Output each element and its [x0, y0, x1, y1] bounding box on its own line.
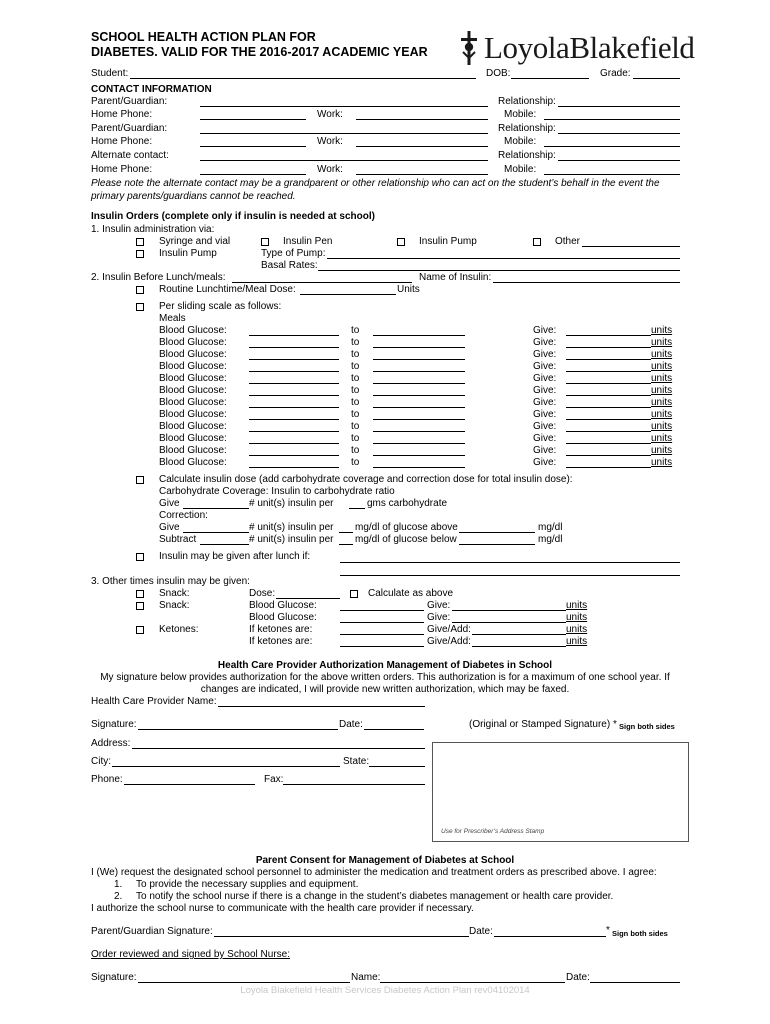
if-ketones2-label: If ketones are: [249, 636, 313, 647]
home-phone1-field[interactable] [200, 119, 306, 120]
after-lunch-field-1[interactable] [340, 562, 680, 563]
sliding-bg-label: Blood Glucose: [159, 445, 227, 456]
address-label: Address: [91, 738, 131, 749]
sliding-units-label: units [651, 349, 673, 360]
sliding-give-label: Give: [533, 349, 557, 360]
sliding-bg-from-field[interactable] [249, 395, 339, 396]
sliding-bg-from-field[interactable] [249, 455, 339, 456]
sliding-bg-label: Blood Glucose: [159, 433, 227, 444]
contact-note-line2: primary parents/guardians cannot be reached. [91, 191, 296, 202]
home-phone2-field[interactable] [200, 146, 306, 147]
ketones-checkbox[interactable] [136, 626, 144, 634]
parent-star: * [606, 925, 610, 936]
home-phone1-label: Home Phone: [91, 109, 153, 120]
ketone-units2: units [566, 636, 588, 647]
routine-checkbox[interactable] [136, 286, 144, 294]
parent1-label: Parent/Guardian: [91, 96, 168, 107]
snack-give2-field[interactable] [452, 622, 566, 623]
sliding-give-label: Give: [533, 325, 557, 336]
nurse-date-field[interactable] [590, 982, 680, 983]
nurse-name-field[interactable] [380, 982, 565, 983]
sliding-give-field[interactable] [566, 383, 651, 384]
sliding-units-label: units [651, 337, 673, 348]
order-reviewed-label: Order reviewed and signed by School Nurse: [91, 949, 290, 960]
pump-label: Insulin Pump [419, 236, 477, 247]
insulin-heading: Insulin Orders (complete only if insulin is needed at school) [91, 211, 375, 222]
parent-date-label: Date: [469, 926, 493, 937]
sliding-bg-from-field[interactable] [249, 371, 339, 372]
other-field[interactable] [582, 246, 680, 247]
parent-sig-field[interactable] [214, 936, 469, 937]
provider-signature-label: Signature: [91, 719, 137, 730]
sliding-give-label: Give: [533, 397, 557, 408]
parent-li1: To provide the necessary supplies and equipment. [136, 879, 359, 890]
sliding-checkbox[interactable] [136, 303, 144, 311]
school-logo-text: LoyolaBlakefield [484, 30, 695, 65]
snack-bg2-label: Blood Glucose: [249, 612, 317, 623]
sliding-units-label: units [651, 433, 673, 444]
snack-bg1-label: Blood Glucose: [249, 600, 317, 611]
snack1-checkbox[interactable] [136, 590, 144, 598]
sliding-bg-from-field[interactable] [249, 467, 339, 468]
dose-label: Dose: [249, 588, 276, 599]
pump-checkbox[interactable] [397, 238, 405, 246]
sliding-bg-to-field[interactable] [373, 347, 465, 348]
grade-field[interactable] [633, 78, 680, 79]
grade-label: Grade: [600, 68, 631, 79]
subtract-units-field[interactable] [200, 544, 249, 545]
mgdl-below-label: mg/dl of glucose below [355, 534, 457, 545]
snack-units2: units [566, 612, 588, 623]
snack2-label: Snack: [159, 600, 190, 611]
sliding-bg-to-field[interactable] [373, 455, 465, 456]
nurse-signature-field[interactable] [138, 982, 350, 983]
sliding-give-field[interactable] [566, 419, 651, 420]
sliding-units-label: units [651, 397, 673, 408]
provider-date-label: Date: [339, 719, 363, 730]
sliding-to-label: to [351, 397, 360, 408]
sliding-units-label: units [651, 421, 673, 432]
sliding-bg-from-field[interactable] [249, 359, 339, 360]
relationship3-field[interactable] [558, 160, 680, 161]
other-label: Other [555, 236, 581, 247]
sliding-bg-from-field[interactable] [249, 443, 339, 444]
home-phone2-label: Home Phone: [91, 136, 153, 147]
sliding-units-label: units [651, 361, 673, 372]
fax-field[interactable] [283, 784, 425, 785]
form-title-line1: SCHOOL HEALTH ACTION PLAN FOR [91, 30, 316, 44]
sliding-bg-to-field[interactable] [373, 395, 465, 396]
sliding-bg-label: Blood Glucose: [159, 337, 227, 348]
sliding-to-label: to [351, 349, 360, 360]
corr-give-label: Give [159, 522, 180, 533]
corr-give-units-field[interactable] [183, 532, 249, 533]
sliding-bg-label: Blood Glucose: [159, 349, 227, 360]
sliding-bg-label: Blood Glucose: [159, 457, 227, 468]
if-ketones1-label: If ketones are: [249, 624, 313, 635]
sliding-bg-from-field[interactable] [249, 335, 339, 336]
sliding-to-label: to [351, 385, 360, 396]
nurse-date-label: Date: [566, 972, 590, 983]
dob-label: DOB: [486, 68, 511, 79]
sliding-bg-to-field[interactable] [373, 383, 465, 384]
parent-text1: I (We) request the designated school personnel to administer the medication and treatment orders as prescribed above. I agree: [91, 867, 657, 878]
subtract-label: Subtract [159, 534, 197, 545]
snack2-checkbox[interactable] [136, 602, 144, 610]
phone-label: Phone: [91, 774, 123, 785]
snack-give2-label: Give: [427, 612, 451, 623]
snack-bg1-field[interactable] [340, 610, 424, 611]
sliding-bg-to-field[interactable] [373, 419, 465, 420]
sliding-bg-label: Blood Glucose: [159, 385, 227, 396]
work3-field[interactable] [356, 174, 488, 175]
sliding-units-label: units [651, 373, 673, 384]
snack-bg2-field[interactable] [340, 622, 424, 623]
correction-label: Correction: [159, 510, 208, 521]
give-add2-label: Give/Add: [427, 636, 471, 647]
relationship2-label: Relationship: [498, 123, 556, 134]
sliding-give-label: Give: [533, 409, 557, 420]
parent-sig-label: Parent/Guardian Signature: [91, 926, 213, 937]
calculate-checkbox[interactable] [136, 476, 144, 484]
contact-note-line1: Please note the alternate contact may be a grandparent or other relationship who can act on the student’s behalf in the event the [91, 178, 660, 189]
insulin-item1: 1. Insulin administration via: [91, 224, 215, 235]
sliding-bg-label: Blood Glucose: [159, 397, 227, 408]
sliding-bg-from-field[interactable] [249, 347, 339, 348]
syringe-checkbox[interactable] [136, 238, 144, 246]
student-label: Student: [91, 68, 129, 79]
alternate-label: Alternate contact: [91, 150, 169, 161]
parent1-field[interactable] [200, 106, 488, 107]
sliding-give-field[interactable] [566, 467, 651, 468]
mgdl-above-label: mg/dl of glucose above [355, 522, 458, 533]
pen-checkbox[interactable] [261, 238, 269, 246]
sliding-bg-label: Blood Glucose: [159, 373, 227, 384]
cross-icon [458, 31, 480, 65]
sliding-bg-to-field[interactable] [373, 407, 465, 408]
orig-sig-label: (Original or Stamped Signature) * [469, 719, 617, 730]
home-phone3-label: Home Phone: [91, 164, 153, 175]
mgdl-below-field[interactable] [459, 544, 535, 545]
corr-give-mgdl-field[interactable] [339, 532, 353, 533]
parent-date-field[interactable] [494, 936, 606, 937]
if-ketones2-field[interactable] [340, 646, 424, 647]
sliding-to-label: to [351, 337, 360, 348]
if-ketones1-field[interactable] [340, 634, 424, 635]
parent-heading: Parent Consent for Management of Diabetes at School [255, 855, 515, 866]
work1-label: Work: [317, 109, 343, 120]
sliding-give-field[interactable] [566, 359, 651, 360]
sliding-bg-from-field[interactable] [249, 419, 339, 420]
sliding-bg-from-field[interactable] [249, 407, 339, 408]
mobile3-field[interactable] [544, 174, 680, 175]
provider-sign-both: Sign both sides [619, 722, 675, 731]
sliding-give-label: Give: [533, 385, 557, 396]
nurse-signature-label: Signature: [91, 972, 137, 983]
sliding-units-label: units [651, 445, 673, 456]
sliding-give-label: Give: [533, 361, 557, 372]
syringe-label: Syringe and vial [159, 236, 231, 247]
sliding-give-field[interactable] [566, 407, 651, 408]
type-of-pump-field[interactable] [327, 258, 680, 259]
provider-text-line2: changes are indicated, I will provide new written authorization, which may be faxed. [200, 684, 570, 695]
sliding-bg-label: Blood Glucose: [159, 325, 227, 336]
parent-li2-num: 2. [114, 891, 123, 902]
address-field[interactable] [132, 748, 425, 749]
parent-text2: I authorize the school nurse to communicate with the health care provider if necessary. [91, 903, 474, 914]
fax-label: Fax: [264, 774, 284, 785]
snack-units1: units [566, 600, 588, 611]
city-field[interactable] [112, 766, 340, 767]
subtract-units-per: # unit(s) insulin per [249, 534, 334, 545]
sliding-units-label: units [651, 457, 673, 468]
footer-text: Loyola Blakefield Health Services Diabetes Action Plan rev04102014 [240, 985, 530, 996]
carb-give-label: Give [159, 498, 180, 509]
parent-li2: To notify the school nurse if there is a change in the student’s diabetes management or health care provider. [136, 891, 614, 902]
work2-label: Work: [317, 136, 343, 147]
sliding-to-label: to [351, 325, 360, 336]
sliding-units-label: units [651, 325, 673, 336]
corr-give-units-per: # unit(s) insulin per [249, 522, 334, 533]
calc-above-checkbox[interactable] [350, 590, 358, 598]
subtract-mgdl-field[interactable] [339, 544, 353, 545]
carb-units-per: # unit(s) insulin per [249, 498, 334, 509]
sliding-give-label: Give: [533, 337, 557, 348]
city-label: City: [91, 756, 111, 767]
alternate-field[interactable] [200, 160, 488, 161]
nurse-name-label: Name: [351, 972, 381, 983]
form-title-line2: DIABETES. VALID FOR THE 2016-2017 ACADEMIC YEAR [91, 45, 428, 59]
calc-above-label: Calculate as above [368, 588, 454, 599]
sliding-give-field[interactable] [566, 347, 651, 348]
sliding-give-field[interactable] [566, 335, 651, 336]
school-logo [458, 28, 695, 68]
pump2-label: Insulin Pump [159, 248, 217, 259]
mobile2-label: Mobile: [504, 136, 537, 147]
dose-field[interactable] [276, 598, 340, 599]
parent-sign-both: Sign both sides [612, 929, 668, 938]
sliding-bg-to-field[interactable] [373, 467, 465, 468]
snack-give1-field[interactable] [452, 610, 566, 611]
sliding-give-field[interactable] [566, 395, 651, 396]
sliding-to-label: to [351, 361, 360, 372]
sliding-bg-to-field[interactable] [373, 335, 465, 336]
sliding-to-label: to [351, 433, 360, 444]
carb-units-field[interactable] [183, 508, 249, 509]
sliding-label: Per sliding scale as follows: [159, 301, 282, 312]
routine-units: Units [397, 284, 420, 295]
provider-signature-field[interactable] [138, 729, 338, 730]
sliding-bg-label: Blood Glucose: [159, 421, 227, 432]
parent2-label: Parent/Guardian: [91, 123, 168, 134]
sliding-units-label: units [651, 385, 673, 396]
work2-field[interactable] [356, 146, 488, 147]
sliding-to-label: to [351, 409, 360, 420]
give-add1-label: Give/Add: [427, 624, 471, 635]
contact-heading: CONTACT INFORMATION [91, 84, 212, 95]
sliding-bg-to-field[interactable] [373, 371, 465, 372]
sliding-give-field[interactable] [566, 443, 651, 444]
mgdl-label-2: mg/dl [538, 534, 563, 545]
provider-heading: Health Care Provider Authorization Management of Diabetes in School [217, 660, 553, 671]
pump2-checkbox[interactable] [136, 250, 144, 258]
calculate-label: Calculate insulin dose (add carbohydrate coverage and correction dose for total insulin dose): [159, 474, 573, 485]
sliding-to-label: to [351, 457, 360, 468]
ketones-label: Ketones: [159, 624, 199, 635]
sliding-to-label: to [351, 421, 360, 432]
before-lunch-field[interactable] [232, 282, 412, 283]
sliding-give-label: Give: [533, 433, 557, 444]
sliding-give-field[interactable] [566, 431, 651, 432]
provider-text-line1: My signature below provides authorization for the above written orders. This authorization is for a maximum of one school year. If [100, 672, 670, 683]
basal-rates-field[interactable] [318, 270, 680, 271]
insulin-item2: 2. Insulin Before Lunch/meals: [91, 272, 226, 283]
name-of-insulin-field[interactable] [493, 282, 680, 283]
home-phone3-field[interactable] [200, 174, 306, 175]
routine-label: Routine Lunchtime/Meal Dose: [159, 284, 296, 295]
sliding-give-field[interactable] [566, 371, 651, 372]
mgdl-label-1: mg/dl [538, 522, 563, 533]
sliding-bg-to-field[interactable] [373, 431, 465, 432]
stamp-caption: Use for Prescriber’s Address Stamp [441, 828, 545, 835]
sliding-units-label: units [651, 409, 673, 420]
other-checkbox[interactable] [533, 238, 541, 246]
dob-field[interactable] [511, 78, 589, 79]
mobile3-label: Mobile: [504, 164, 537, 175]
mobile1-label: Mobile: [504, 109, 537, 120]
sliding-bg-label: Blood Glucose: [159, 361, 227, 372]
parent2-field[interactable] [200, 133, 488, 134]
work3-label: Work: [317, 164, 343, 175]
state-field[interactable] [369, 766, 425, 767]
work1-field[interactable] [356, 119, 488, 120]
mobile1-field[interactable] [544, 119, 680, 120]
provider-name-label: Health Care Provider Name: [91, 696, 217, 707]
name-of-insulin-label: Name of Insulin: [419, 272, 492, 283]
sliding-give-label: Give: [533, 421, 557, 432]
provider-name-field[interactable] [218, 706, 425, 707]
give-add2-field[interactable] [472, 646, 566, 647]
relationship1-field[interactable] [558, 106, 680, 107]
sliding-bg-from-field[interactable] [249, 431, 339, 432]
give-add1-field[interactable] [472, 634, 566, 635]
sliding-bg-to-field[interactable] [373, 359, 465, 360]
meals-label: Meals [159, 313, 186, 324]
routine-field[interactable] [300, 294, 396, 295]
state-label: State: [343, 756, 370, 767]
pen-label: Insulin Pen [283, 236, 333, 247]
sliding-to-label: to [351, 445, 360, 456]
prescriber-stamp-box[interactable] [432, 742, 689, 842]
carb-gms-field[interactable] [349, 508, 365, 509]
type-of-pump-label: Type of Pump: [261, 248, 326, 259]
insulin-item3: 3. Other times insulin may be given: [91, 576, 250, 587]
after-lunch-label: Insulin may be given after lunch if: [159, 551, 311, 562]
relationship3-label: Relationship: [498, 150, 556, 161]
sliding-bg-from-field[interactable] [249, 383, 339, 384]
phone-field[interactable] [124, 784, 255, 785]
after-lunch-field-2[interactable] [340, 575, 680, 576]
snack-give1-label: Give: [427, 600, 451, 611]
sliding-give-label: Give: [533, 373, 557, 384]
mobile2-field[interactable] [544, 146, 680, 147]
snack1-label: Snack: [159, 588, 190, 599]
relationship1-label: Relationship: [498, 96, 556, 107]
sliding-bg-to-field[interactable] [373, 443, 465, 444]
parent-li1-num: 1. [114, 879, 123, 890]
sliding-give-label: Give: [533, 457, 557, 468]
ketone-units1: units [566, 624, 588, 635]
mgdl-above-field[interactable] [459, 532, 535, 533]
provider-date-field[interactable] [364, 729, 424, 730]
sliding-give-field[interactable] [566, 455, 651, 456]
sliding-bg-label: Blood Glucose: [159, 409, 227, 420]
student-field[interactable] [130, 78, 476, 79]
sliding-give-label: Give: [533, 445, 557, 456]
carb-coverage-label: Carbohydrate Coverage: Insulin to carbohydrate ratio [159, 486, 395, 497]
relationship2-field[interactable] [558, 133, 680, 134]
gms-carb-label: gms carbohydrate [367, 498, 448, 509]
sliding-to-label: to [351, 373, 360, 384]
after-lunch-checkbox[interactable] [136, 553, 144, 561]
basal-rates-label: Basal Rates: [261, 260, 318, 271]
